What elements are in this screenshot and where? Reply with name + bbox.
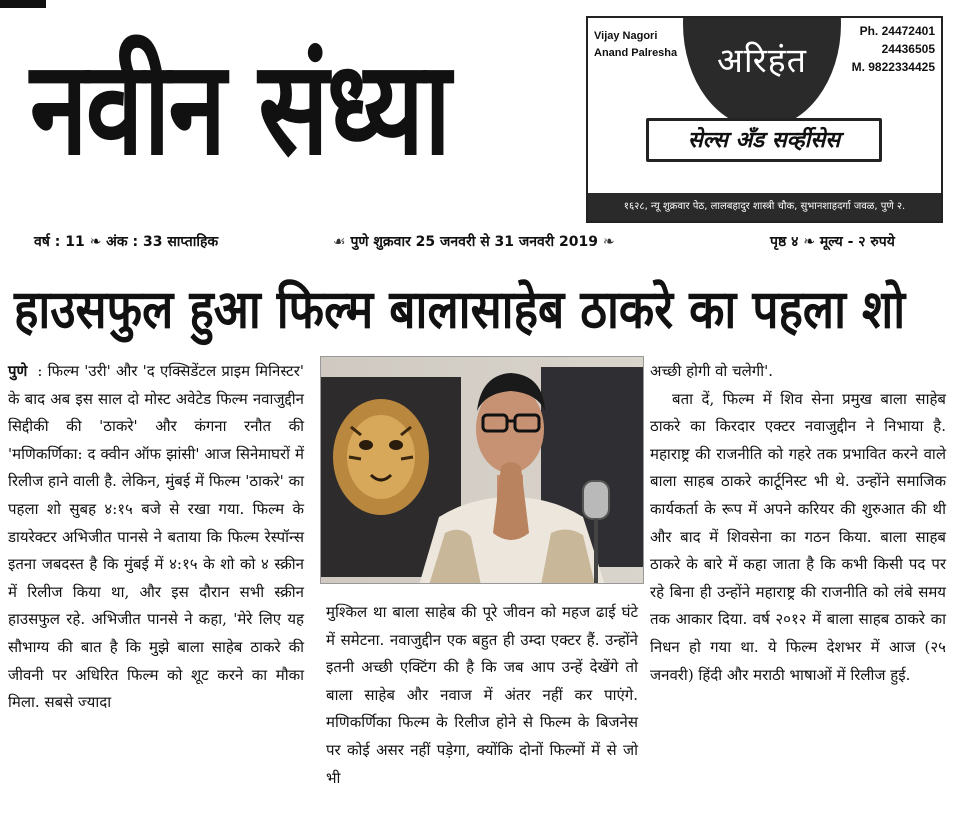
ornament-left-icon: ☙	[333, 234, 346, 250]
ad-phone-2: 24436505	[881, 42, 935, 56]
article-photo	[320, 356, 644, 584]
tiger-emblem-icon	[333, 399, 429, 515]
top-black-bar	[0, 0, 46, 8]
article-column-1	[8, 358, 304, 717]
advertisement-box	[586, 16, 943, 223]
dateline-page-price: पृष्ठ ४ ❧ मूल्य - २ रुपये	[770, 234, 895, 250]
dateline-center	[333, 232, 615, 251]
article-headline: हाउसफुल हुआ फिल्म बालासाहेब ठाकरे का पहला शो	[14, 277, 906, 341]
article-col3-para-1: अच्छी होगी वो चलेगी'.	[650, 362, 774, 380]
dateline-date: पुणे शुक्रवार 25 जनवरी से 31 जनवरी 2019	[350, 234, 599, 250]
ad-phone-numbers	[852, 22, 935, 76]
ad-phone-3: M. 9822334425	[851, 60, 935, 74]
article-column-3	[650, 358, 946, 689]
ad-name-1: Vijay Nagori	[594, 30, 658, 42]
ad-proprietor-names	[594, 28, 677, 62]
ad-sales-service-banner: सेल्स अँड सर्व्हीसेस	[646, 118, 882, 162]
dateline-volume-issue: वर्ष : 11 ❧ अंक : 33 साप्ताहिक	[34, 234, 219, 250]
ad-name-2: Anand Palresha	[594, 47, 678, 59]
ad-phone-1: Ph. 24472401	[859, 24, 935, 38]
article-col2-text: मुश्किल था बाला साहेब की पूरे जीवन को महज ढाई घंटे में समेटना. नवाजुद्दीन एक बहुत ही उम्दा एक्टर हैं. उन्होंने इतनी अच्छी एक्टिंग की है कि जब आप उन्हें देखेंगे तो बाला साहेब और नवाज में अंतर नहीं कर पाएंगे. मणिकर्णिका फिल्म के रिलीज होने से फिल्म के बिजनेस पर कोई असर नहीं पड़ेगा, क्योंकि दोनों फिल्मों में से जो भी	[326, 603, 638, 787]
article-col1-text: : फिल्म 'उरी' और 'द एक्सिडेंटल प्राइम मिनिस्टर' के बाद अब इस साल दो मोस्ट अवेटेड फिल्म नवाजुद्दीन सिद्दीकी की 'ठाकरे' और कंगना रनौत की 'मणिकर्णिका: द क्वीन ऑफ झांसी' आज सिनेमाघरों में रिलीज हाने वाली है. लेकिन, मुंबई में फिल्म 'ठाकरे' का पहला शो सुबह ४:१५ बजे से रखा गया. फिल्म के डायरेक्टर अभिजीत पानसे ने बताया कि फिल्म रेस्पॉन्स इतना जबदस्त है कि मुंबई में ४:१५ के शो को ४ स्क्रीन में रिलीज किया था, और इस दौरान सभी स्क्रीन हाउसफुल रहे. अभिजीत पानसे ने कहा, 'मेरे लिए यह सौभाग्य की बात है कि मुझे बाला साहेब ठाकरे की जीवनी पर अधिरित फिल्म को शूट करने का मौका मिला. सबसे ज्यादा	[8, 362, 304, 712]
ad-address-strip: १६२८, न्यू शुक्रवार पेठ, लालबहादुर शास्त्री चौक, सुभानशाहदर्गा जवळ, पुणे २.	[588, 193, 941, 221]
newspaper-masthead: नवीन संध्या	[30, 31, 450, 185]
ad-brand-name: अरिहंत	[716, 41, 808, 81]
article-dateline-city: पुणे	[8, 362, 28, 380]
thackeray-film-still-image	[321, 357, 644, 584]
article-col3-para-2: बता दें, फिल्म में शिव सेना प्रमुख बाला साहेब ठाकरे का किरदार एक्टर नवाजुद्दीन ने निभाया है. महाराष्ट्र की राजनीति को गहरे तक प्रभावित करने वाले बाला साहब ठाकरे कार्टूनिस्ट भी थे. उन्होंने समाजिक कार्यकर्ता के रूप में अपने करियर की शुरुआत की थी और बाद में शिवसेना का गठन किया. बाला साहब ठाकरे के बारे में कहा जाता है कि कभी किसी पद पर रहे बिना ही उन्होंने महाराष्ट्र की राजनीति को लंबे समय तक आकार दिया. वर्ष २०१२ में बाला साहब ठाकरे का निधन हो गया था. ये फिल्म देशभर में आज (२५ जनवरी) हिंदी और मराठी भाषाओं में रिलीज हुई.	[650, 389, 946, 684]
ornament-right-icon: ❧	[602, 234, 615, 250]
article-column-2	[326, 599, 638, 792]
